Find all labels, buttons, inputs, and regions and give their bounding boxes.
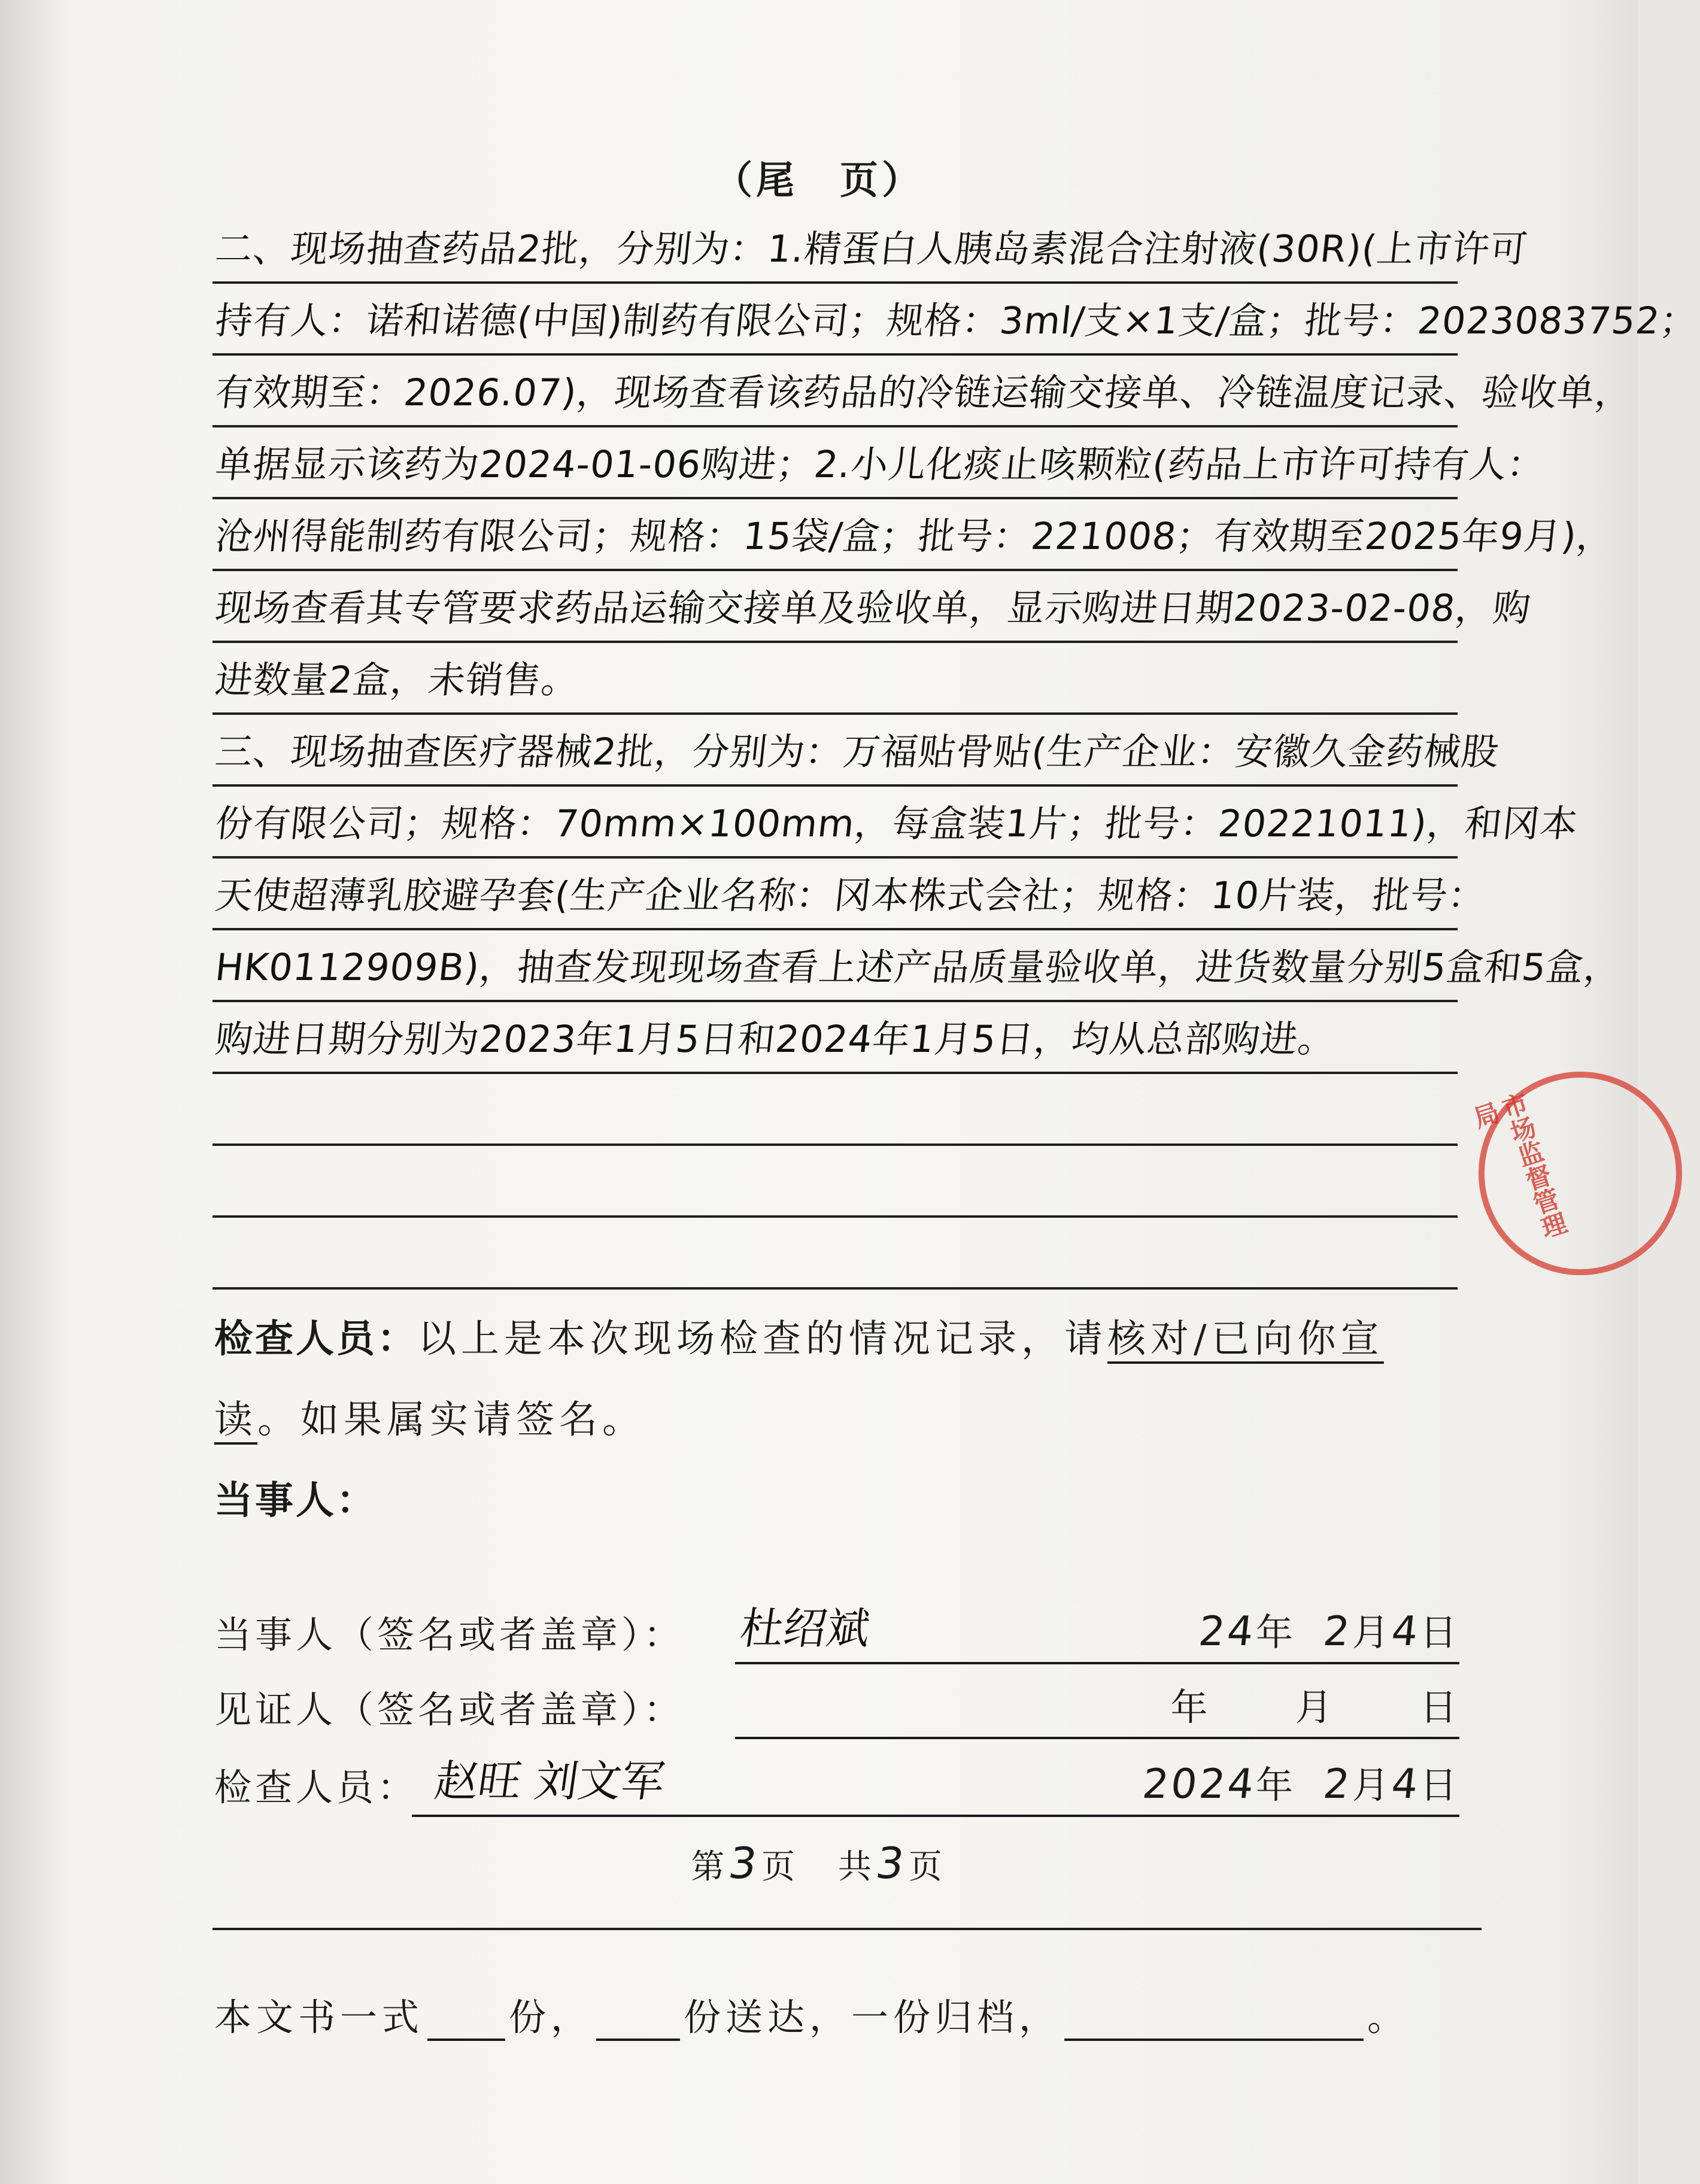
handwritten-line: HK0112909B)，抽查发现现场查看上述产品质量验收单，进货数量分别5盒和5盒， bbox=[213, 945, 1624, 989]
ruled-line bbox=[212, 928, 1458, 930]
statement-underlined-text: 读 bbox=[214, 1398, 257, 1445]
ruled-line bbox=[212, 497, 1458, 499]
signature-label: 当事人（签名或者盖章）： bbox=[214, 1613, 685, 1657]
handwritten-line: 进数量2盒，未销售。 bbox=[213, 658, 582, 702]
page-title: （尾 页） bbox=[714, 158, 924, 203]
ruled-line bbox=[212, 784, 1458, 787]
handwritten-signature: 赵旺 刘文军 bbox=[432, 1756, 668, 1806]
ruled-line bbox=[212, 425, 1458, 427]
handwritten-line: 沧州得能制药有限公司；规格：15袋/盒；批号：221008；有效期至2025年9月)， bbox=[213, 514, 1617, 558]
signature-date: 年 月 日 bbox=[1170, 1685, 1459, 1729]
signature-label: 检查人员： bbox=[214, 1766, 418, 1809]
handwritten-line: 三、现场抽查医疗器械2批，分别为：万福贴骨贴(生产企业：安徽久金药械股 bbox=[213, 730, 1502, 774]
handwritten-line: 单据显示该药为2024-01-06购进；2.小儿化痰止咳颗粒(药品上市许可持有人： bbox=[213, 442, 1547, 486]
ruled-line bbox=[212, 856, 1458, 859]
seal-text: 市场监督管理局 bbox=[1467, 1089, 1571, 1242]
ruled-line bbox=[212, 281, 1458, 284]
signature-label: 见证人（签名或者盖章）： bbox=[214, 1688, 685, 1731]
handwritten-line: 份有限公司；规格：70mm×100mm，每盒装1片；批号：20221011)，和冈本 bbox=[213, 802, 1580, 845]
signature-line bbox=[412, 1815, 1459, 1817]
footer-text: 本文书一式 份， 份送达，一份归档， 。 bbox=[214, 1988, 1409, 2041]
ruled-line bbox=[212, 1215, 1458, 1218]
handwritten-line: 现场查看其专管要求药品运输交接单及验收单，显示购进日期2023-02-08，购 bbox=[213, 586, 1534, 630]
signature-date: 24年 2月4日 bbox=[1197, 1608, 1459, 1655]
ruled-line bbox=[212, 1143, 1458, 1146]
statement-text: 。如果属实请签名。 bbox=[257, 1398, 645, 1442]
archive-blank bbox=[1064, 2039, 1364, 2041]
statement-line-1 bbox=[214, 1308, 1384, 1363]
ruled-line bbox=[212, 1287, 1458, 1290]
ruled-line bbox=[212, 1072, 1458, 1074]
signature-line bbox=[735, 1662, 1459, 1664]
handwritten-line: 有效期至：2026.07)，现场查看该药品的冷链运输交接单、冷链温度记录、验收单， bbox=[213, 371, 1635, 414]
signature-date: 2024年 2月4日 bbox=[1140, 1761, 1459, 1808]
footer-divider bbox=[212, 1928, 1482, 1930]
statement-label: 检查人员： bbox=[214, 1317, 418, 1361]
handwritten-line: 二、现场抽查药品2批，分别为：1.精蛋白人胰岛素混合注射液(30R)(上市许可 bbox=[213, 227, 1531, 271]
page-number: 第3页 共3页 bbox=[691, 1838, 947, 1888]
handwritten-line: 购进日期分别为2023年1月5日和2024年1月5日，均从总部购进。 bbox=[213, 1017, 1338, 1061]
signature-row-party bbox=[214, 1592, 1459, 1664]
statement-line-2 bbox=[214, 1389, 645, 1444]
party-label: 当事人： bbox=[214, 1479, 377, 1523]
ruled-line bbox=[212, 569, 1458, 571]
signature-row-inspector bbox=[214, 1745, 1459, 1817]
statement-text: 以上是本次现场检查的情况记录，请 bbox=[418, 1317, 1107, 1361]
ruled-line bbox=[212, 353, 1458, 356]
signature-row-witness bbox=[214, 1667, 1459, 1739]
handwritten-line: 天使超薄乳胶避孕套(生产企业名称：冈本株式会社；规格：10片装，批号： bbox=[213, 873, 1488, 917]
handwritten-line: 持有人：诺和诺德(中国)制药有限公司；规格：3ml/支×1支/盒；批号：2023083752； bbox=[213, 299, 1700, 342]
signature-line bbox=[735, 1737, 1459, 1739]
ruled-line bbox=[212, 1000, 1458, 1002]
ruled-line bbox=[212, 641, 1458, 643]
statement-underlined-text: 核对/已向你宣 bbox=[1107, 1317, 1384, 1364]
copies-blank bbox=[427, 2039, 505, 2041]
handwritten-signature: 杜绍斌 bbox=[737, 1603, 874, 1654]
delivered-blank bbox=[596, 2039, 680, 2041]
ruled-line bbox=[212, 712, 1458, 715]
